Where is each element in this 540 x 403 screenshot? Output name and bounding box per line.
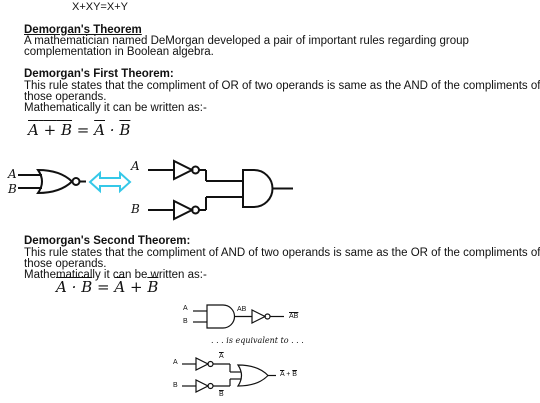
second-diagram-in-a: A — [183, 305, 188, 312]
first-formula-lhs-op: + — [43, 121, 57, 139]
second-formula-lhs-dot: · — [71, 278, 77, 296]
nor-gate-icon — [18, 170, 86, 193]
first-formula-dot: · — [109, 121, 115, 139]
equivalence-arrow-icon — [90, 173, 130, 191]
first-diagram-in-b: B — [8, 182, 17, 196]
intro-line-2: complementation in Boolean algebra. — [24, 46, 214, 58]
first-not-gates-icon — [148, 161, 243, 219]
header-formula-text: X+XY=X+Y — [72, 1, 128, 13]
second-diagram-in-b: B — [183, 318, 188, 325]
second-line-3: Mathematically it can be written as:- — [24, 269, 207, 281]
first-line-1: This rule states that the compliment of OR of two operands is same as the AND of the compliments of — [24, 80, 540, 92]
second-formula-lhs-b: B — [81, 278, 93, 296]
second-diagram-output-a: $\overline{A}$ — [280, 371, 285, 378]
second-formula-rhs-b: $\overline{B}$ — [147, 278, 159, 296]
first-heading: Demorgan's First Theorem: — [24, 68, 174, 80]
first-line-2: those operands. — [24, 91, 107, 103]
first-line-3: Mathematically it can be written as:- — [24, 102, 207, 114]
second-formula-eq: = — [97, 278, 110, 296]
intro-line-1: A mathematician named DeMorgan developed a pair of important rules regarding group — [24, 35, 469, 47]
second-diagram-in-a2: A — [173, 359, 178, 366]
second-diagram-b-bar: $\overline{B}$ — [219, 391, 224, 398]
second-line-1: This rule states that the compliment of AND of two operands is same as the OR of the compliments of — [24, 247, 540, 259]
intro-heading: Demorgan's Theorem — [24, 24, 142, 36]
second-line-2: those operands. — [24, 258, 107, 270]
equivalent-or-gate-icon — [182, 358, 276, 392]
first-and-gate-icon — [243, 170, 293, 207]
first-diagram-out-a: A — [131, 159, 140, 173]
second-formula — [56, 278, 158, 296]
second-heading: Demorgan's Second Theorem: — [24, 235, 191, 247]
second-diagram-equiv: . . . is equivalent to . . . — [211, 336, 304, 345]
first-formula-eq: = — [76, 121, 90, 139]
second-formula-plus: + — [129, 278, 143, 296]
second-diagram-ab-out: $\overline{AB}$ — [289, 313, 299, 320]
first-formula-lhs-b: B — [60, 121, 73, 139]
first-diagram-in-a: A — [8, 167, 17, 181]
first-diagram-out-b: B — [131, 202, 140, 216]
second-diagram-output — [280, 371, 297, 379]
first-formula-lhs-a: A — [28, 121, 39, 139]
second-diagram-in-b2: B — [173, 382, 178, 389]
first-formula-rhs-a: $\overline{A}$ — [94, 121, 105, 139]
first-formula-rhs-b: $\overline{B}$ — [119, 121, 131, 139]
second-formula-lhs-a: A — [56, 278, 67, 296]
second-diagram-output-b: $\overline{B}$ — [292, 371, 297, 378]
second-diagram-ab: AB — [237, 306, 247, 313]
second-formula-rhs-a: $\overline{A}$ — [114, 278, 126, 296]
second-diagram-a-bar: $\overline{A}$ — [219, 353, 224, 360]
second-formula-lhs — [56, 278, 92, 296]
second-diagram-output-plus: + — [286, 371, 291, 378]
